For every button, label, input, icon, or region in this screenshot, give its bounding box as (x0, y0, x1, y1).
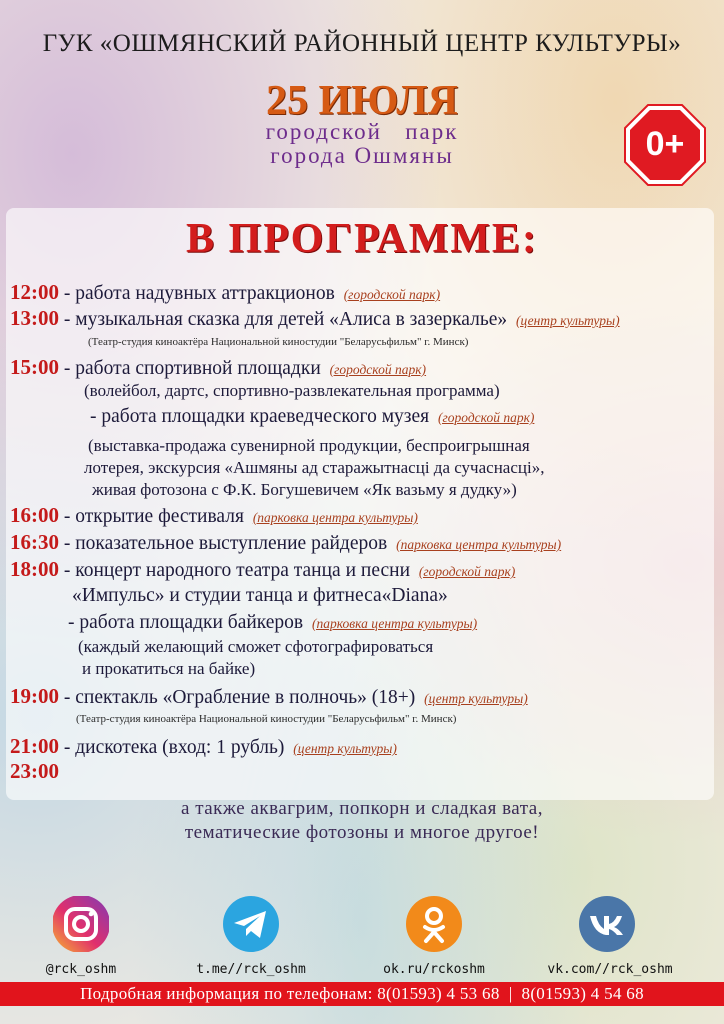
extras-text (0, 797, 724, 845)
time: 12:00 (10, 280, 59, 304)
location-tag: (центр культуры) (516, 313, 620, 328)
program-detail: (волейбол, дартс, спортивно-развлекательная программа) (84, 381, 500, 400)
program-item-2300 (10, 759, 59, 785)
time: 15:00 (10, 355, 59, 379)
program-detail: (каждый желающий сможет сфотографироваться (78, 637, 434, 656)
organization-title: ГУК «ОШМЯНСКИЙ РАЙОННЫЙ ЦЕНТР КУЛЬТУРЫ» (42, 30, 682, 57)
location-tag: (парковка центра культуры) (252, 510, 418, 525)
location-tag: (городской парк) (418, 564, 516, 579)
program-item-1630: 16:30 - показательное выступление райдеров (парковка центра культуры) (10, 530, 562, 554)
vk-handle[interactable]: vk.com//rck_oshm (547, 962, 673, 977)
event-place-line1: городской парк (265, 119, 459, 144)
program-detail: и прокатиться на байке) (82, 659, 256, 678)
time: 21:00 (10, 734, 59, 758)
time: 16:30 (10, 530, 59, 554)
instagram-icon[interactable] (52, 895, 110, 953)
location-tag: (городской парк) (329, 362, 427, 377)
program-item-1500: 15:00 - работа спортивной площадки (городской парк) (10, 355, 427, 379)
program-detail: (выставка-продажа сувенирной продукции, беспроигрышная (88, 436, 530, 455)
program-note: (Театр-студия киноактёра Национальной киностудии "Беларусьфильм" г. Минск) (76, 713, 457, 725)
telegram-handle[interactable]: t.me//rck_oshm (196, 962, 306, 977)
time: 13:00 (10, 306, 59, 330)
event-place-line2: города Ошмяны (270, 143, 454, 168)
location-tag: (центр культуры) (293, 741, 397, 756)
program-subitem-impuls: «Импульс» и студии танца и фитнеса«Diana» (72, 585, 448, 606)
odnoklassniki-icon[interactable] (405, 895, 463, 953)
program-detail: лотерея, экскурсия «Ашмяны ад старажытнасці да сучаснасці», (84, 458, 545, 477)
extras-line2: тематические фотозоны и многое другое! (184, 822, 540, 843)
time: 19:00 (10, 684, 59, 708)
location-tag: (центр культуры) (424, 691, 528, 706)
time: 18:00 (10, 557, 59, 581)
program-subitem-bikers: - работа площадки байкеров (парковка центра культуры) (68, 612, 478, 633)
program-item-2100: 21:00 - дискотека (вход: 1 рубль) (центр культуры) (10, 734, 397, 758)
age-rating-label: 0+ (645, 125, 685, 163)
telegram-icon[interactable] (222, 895, 280, 953)
program-item-1600: 16:00 - открытие фестиваля (парковка центра культуры) (10, 503, 418, 527)
program-item-1900: 19:00 - спектакль «Ограбление в полночь» (18+) (центр культуры) (10, 684, 528, 708)
time: 23:00 (10, 759, 59, 783)
program-heading: В ПРОГРАММЕ: (186, 216, 538, 262)
extras-line1: а также аквагрим, попкорн и сладкая вата, (181, 798, 543, 819)
location-tag: (городской парк) (437, 410, 535, 425)
vk-icon[interactable] (578, 895, 636, 953)
time: 16:00 (10, 503, 59, 527)
location-tag: (парковка центра культуры) (396, 537, 562, 552)
program-item-1300: 13:00 - музыкальная сказка для детей «Алиса в зазеркалье» (центр культуры) (10, 306, 620, 330)
program-detail: живая фотозона с Ф.К. Богушевичем «Як вазьму я дудку») (92, 480, 517, 499)
location-tag: (парковка центра культуры) (312, 616, 478, 631)
event-date: 25 ИЮЛЯ (266, 78, 458, 124)
program-item-1800: 18:00 - концерт народного театра танца и песни (городской парк) (10, 557, 516, 581)
program-item-1200: 12:00 - работа надувных аттракционов (городской парк) (10, 280, 441, 304)
odnoklassniki-handle[interactable]: ok.ru/rckoshm (383, 962, 485, 977)
program-subitem-museum: - работа площадки краеведческого музея (городской парк) (90, 406, 535, 427)
contact-phone-bar: Подробная информация по телефонам: 8(01593) 4 53 68 | 8(01593) 4 54 68 (0, 982, 724, 1006)
location-tag: (городской парк) (343, 287, 441, 302)
program-note: (Театр-студия киноактёра Национальной киностудии "Беларусьфильм" г. Минск) (88, 336, 469, 348)
instagram-handle[interactable]: @rck_oshm (45, 962, 117, 977)
